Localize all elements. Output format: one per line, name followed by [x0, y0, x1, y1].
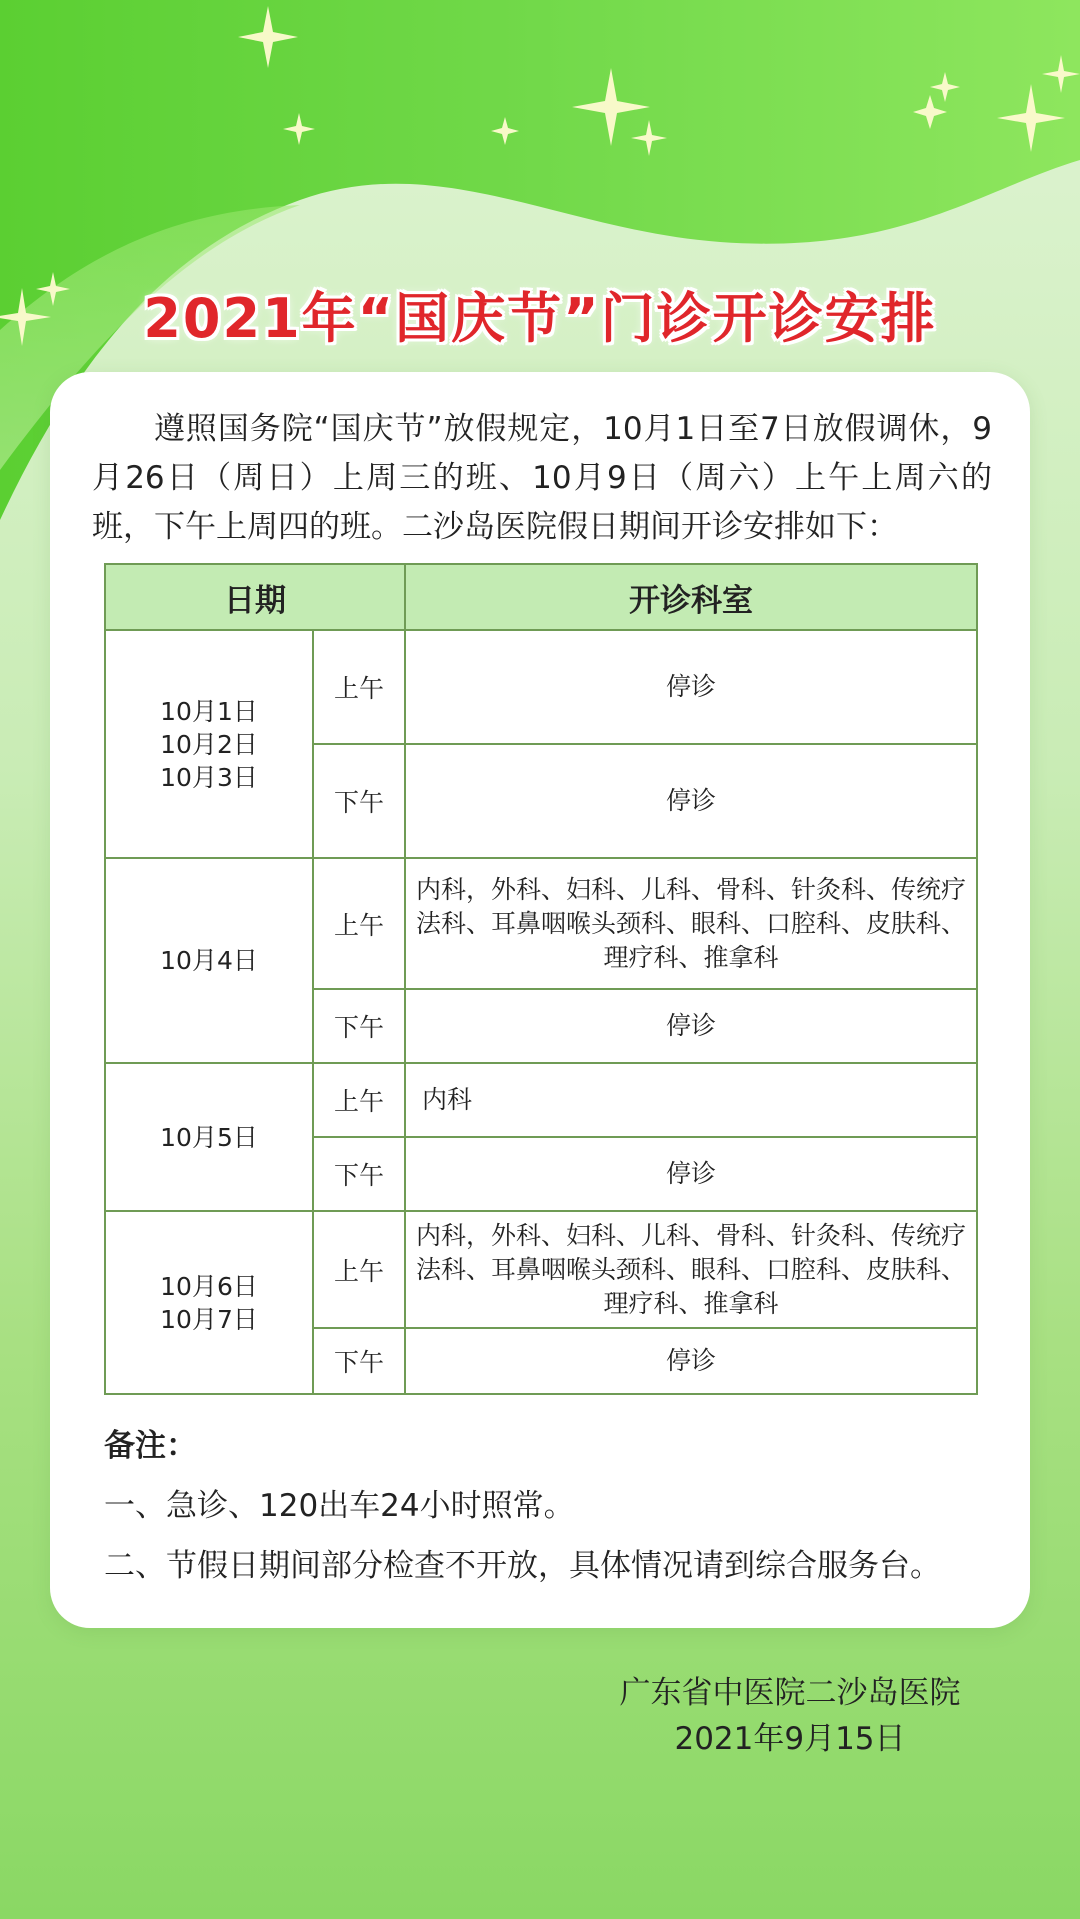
period-cell: 下午 — [313, 989, 405, 1063]
date-cell: 10月6日 10月7日 — [105, 1211, 313, 1394]
period-cell: 下午 — [313, 1137, 405, 1211]
notes-title: 备注： — [104, 1428, 197, 1464]
departments-cell: 停诊 — [405, 1137, 977, 1211]
note-item: 二、节假日期间部分检查不开放，具体情况请到综合服务台。 — [104, 1548, 941, 1584]
notes-section — [104, 1416, 1004, 1596]
period-cell: 上午 — [313, 1063, 405, 1137]
header-departments: 开诊科室 — [405, 564, 977, 630]
date-cell: 10月1日 10月2日 10月3日 — [105, 630, 313, 858]
departments-cell: 停诊 — [405, 744, 977, 858]
date-cell: 10月5日 — [105, 1063, 313, 1211]
table-row — [105, 858, 977, 989]
schedule-table — [104, 563, 978, 1395]
table-row — [105, 630, 977, 744]
period-cell: 上午 — [313, 1211, 405, 1328]
period-cell: 上午 — [313, 630, 405, 744]
departments-cell: 停诊 — [405, 989, 977, 1063]
date-cell: 10月4日 — [105, 858, 313, 1063]
departments-cell: 停诊 — [405, 1328, 977, 1394]
header-date: 日期 — [105, 564, 405, 630]
signoff-date: 2021年9月15日 — [674, 1721, 906, 1757]
departments-cell: 内科，外科、妇科、儿科、骨科、针灸科、传统疗法科、耳鼻咽喉头颈科、眼科、口腔科、皮肤科、理疗科、推拿科 — [405, 1211, 977, 1328]
signoff — [560, 1670, 1020, 1762]
signoff-org: 广东省中医院二沙岛医院 — [619, 1675, 961, 1711]
table-row — [105, 1211, 977, 1328]
period-cell: 上午 — [313, 858, 405, 989]
departments-cell: 内科 — [405, 1063, 977, 1137]
note-item: 一、急诊、120出车24小时照常。 — [104, 1488, 575, 1524]
intro-paragraph: 遵照国务院“国庆节”放假规定，10月1日至7日放假调休，9月26日（周日）上周三的班、10月9日（周六）上午上周六的班，下午上周四的班。二沙岛医院假日期间开诊安排如下： — [92, 411, 992, 545]
table-row — [105, 1063, 977, 1137]
departments-cell: 停诊 — [405, 630, 977, 744]
departments-cell: 内科，外科、妇科、儿科、骨科、针灸科、传统疗法科、耳鼻咽喉头颈科、眼科、口腔科、皮肤科、理疗科、推拿科 — [405, 858, 977, 989]
table-header-row — [105, 564, 977, 630]
page-title: 2021年“国庆节”门诊开诊安排 — [143, 287, 937, 351]
period-cell: 下午 — [313, 744, 405, 858]
period-cell: 下午 — [313, 1328, 405, 1394]
